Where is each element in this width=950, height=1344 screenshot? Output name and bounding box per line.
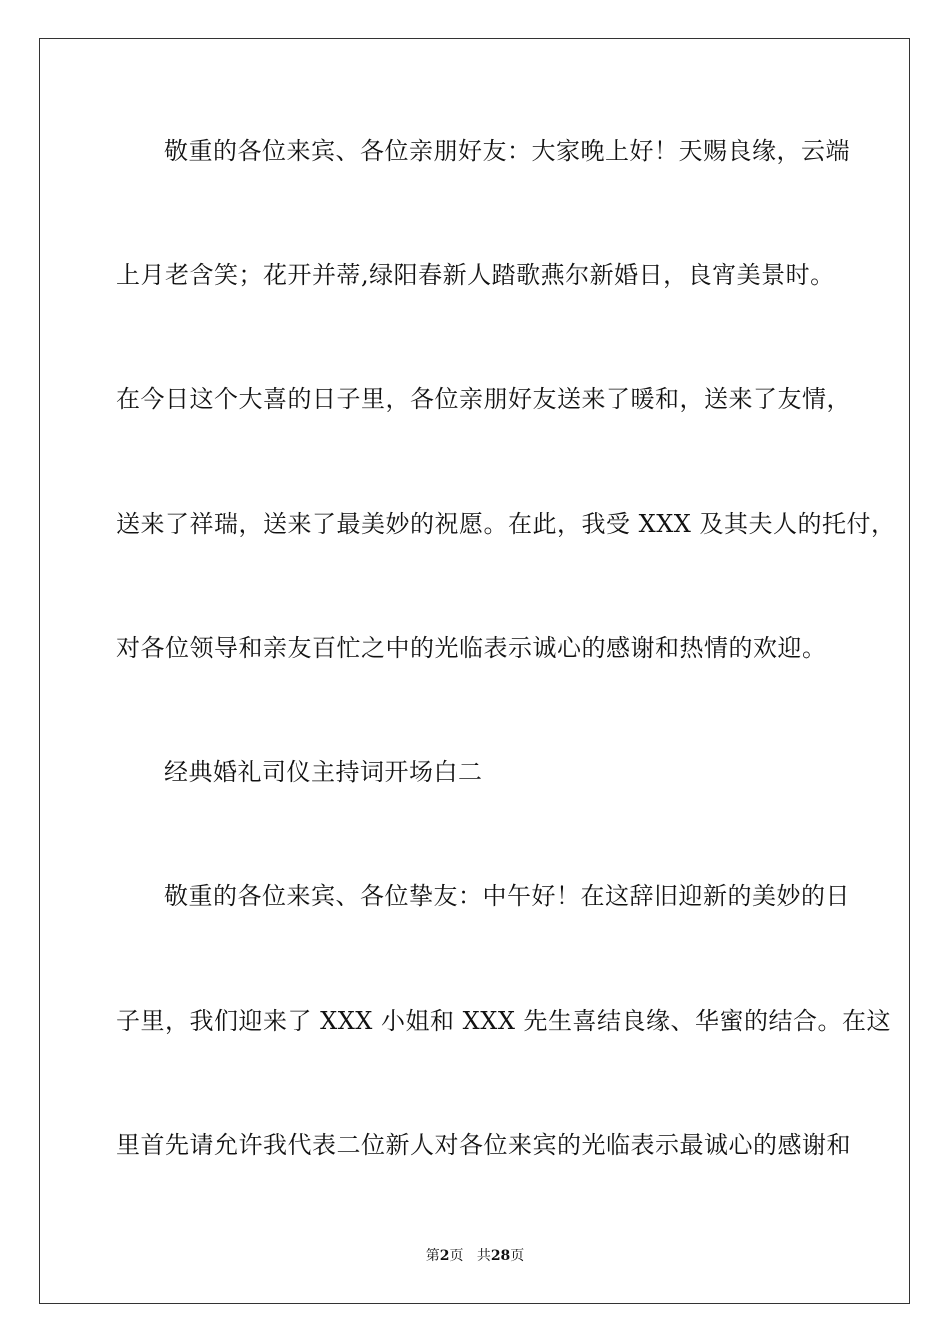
page-label-suffix: 页 bbox=[449, 1248, 464, 1264]
paragraph-line: 送来了祥瑞，送来了最美妙的祝愿。在此，我受 XXX 及其夫人的托付， bbox=[116, 510, 896, 538]
paragraph-line: 在今日这个大喜的日子里，各位亲朋好友送来了暖和，送来了友情， bbox=[116, 385, 851, 413]
total-page-count: 28 bbox=[490, 1248, 511, 1264]
total-label-suffix: 页 bbox=[510, 1248, 525, 1264]
paragraph-line: 敬重的各位来宾、各位挚友：中午好！在这辞旧迎新的美妙的日 bbox=[164, 882, 850, 910]
current-page-number: 2 bbox=[439, 1248, 450, 1264]
paragraph-line: 子里，我们迎来了 XXX 小姐和 XXX 先生喜结良缘、华蜜的结合。在这 bbox=[116, 1007, 892, 1035]
paragraph-line: 敬重的各位来宾、各位亲朋好友：大家晚上好！天赐良缘，云端 bbox=[164, 137, 850, 165]
paragraph-line: 上月老含笑；花开并蒂,绿阳春新人踏歌燕尔新婚日，良宵美景时。 bbox=[116, 261, 835, 289]
total-label-prefix: 共 bbox=[476, 1248, 491, 1264]
paragraph-line: 里首先请允许我代表二位新人对各位来宾的光临表示最诚心的感谢和 bbox=[116, 1131, 851, 1159]
paragraph-line: 对各位领导和亲友百忙之中的光临表示诚心的感谢和热情的欢迎。 bbox=[116, 634, 827, 662]
page-border bbox=[39, 38, 910, 1304]
section-heading: 经典婚礼司仪主持词开场白二 bbox=[164, 758, 483, 786]
page-label-prefix: 第 bbox=[425, 1248, 440, 1264]
page-footer bbox=[0, 1247, 950, 1265]
